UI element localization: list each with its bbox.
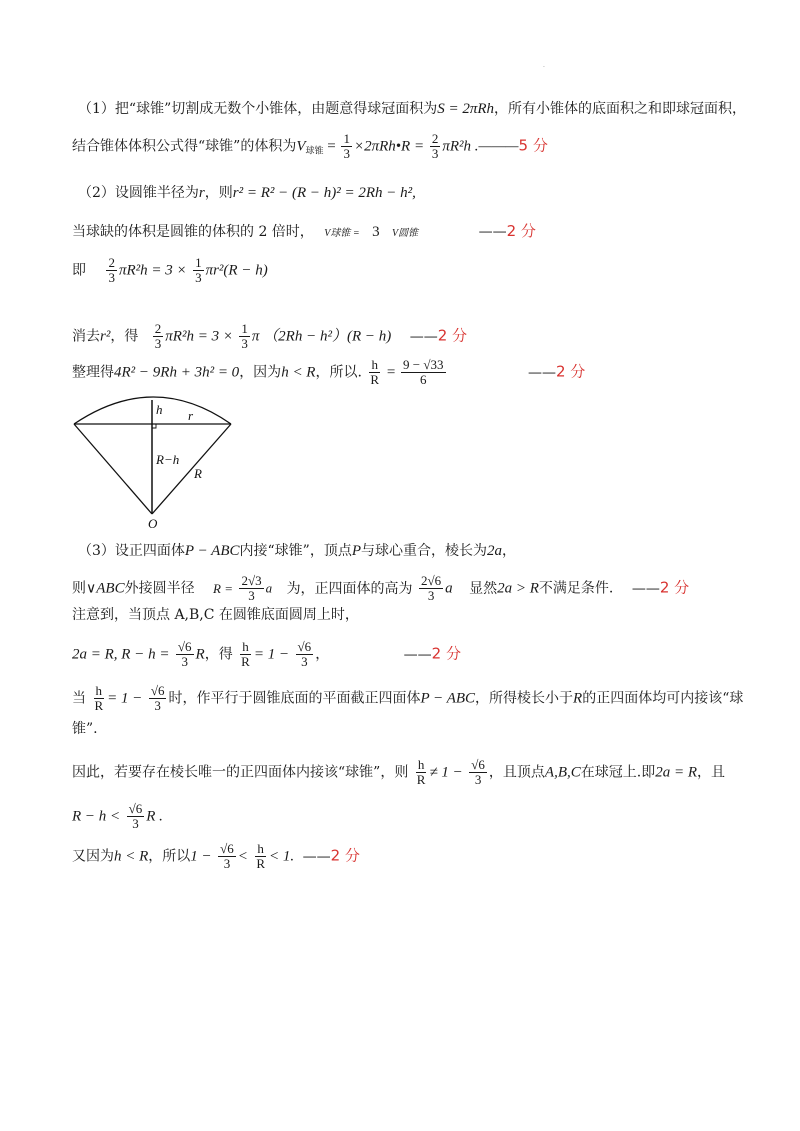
p3-line9 <box>72 842 360 871</box>
p3-formula: 2a > R <box>497 580 539 597</box>
equals: = <box>323 138 340 155</box>
p3-formula: 1 − <box>190 848 212 865</box>
p3-text: ， <box>502 543 516 559</box>
p2-text: 当球缺的体积是圆锥的体积的 2 倍时， <box>72 224 314 240</box>
score-label: 2 分 <box>659 578 690 597</box>
label-R-minus-h: R−h <box>156 452 180 467</box>
p3-formula: R − h < <box>72 808 121 825</box>
p1-line2 <box>72 132 548 161</box>
p2-line2 <box>72 222 536 243</box>
cone-left-edge <box>74 424 152 514</box>
p3-formula: 2a <box>487 543 502 559</box>
p3-text: ，且 <box>697 764 725 781</box>
p3-text: ，得 <box>204 646 233 663</box>
p3-formula: P − ABC <box>184 543 240 559</box>
p3-formula: = 1 − <box>107 690 143 707</box>
p1-formula: ×2πRh•R = <box>353 138 428 155</box>
p3-formula: < 1. <box>269 848 295 865</box>
label-O: O <box>148 516 158 530</box>
p2-text: ，因为 <box>239 364 282 381</box>
p3-line3 <box>72 606 359 624</box>
p3-text: 锥”. <box>72 721 98 737</box>
var-a: a <box>265 580 273 596</box>
p3-formula: R . <box>146 808 163 825</box>
fraction: $\frac{2}{3}$ <box>108 255 115 285</box>
fraction: $\frac{2}{3}$ <box>154 321 162 351</box>
fraction: $\frac{2}{3}$ <box>431 131 439 161</box>
p3-formula: R <box>195 646 205 663</box>
volume-symbol: V <box>296 138 306 155</box>
equals: = <box>383 364 400 381</box>
p3-text: 不满足条件. <box>538 580 614 597</box>
p3-formula: = 1 − <box>253 646 290 663</box>
p3-text: ，所得棱长小于 <box>475 690 574 707</box>
label-r: r <box>188 408 194 423</box>
dash: —— <box>403 646 432 663</box>
label-R: R <box>194 466 202 481</box>
p1-text: ，所有小锥体的底面积之和即球冠面积， <box>494 101 747 117</box>
fraction: $\frac{1}{3}$ <box>241 321 248 351</box>
p3-text: 因此，若要存在棱长唯一的正四面体内接该“球锥”，则 <box>72 764 409 781</box>
p3-line8 <box>72 802 163 831</box>
score-label: 5 分 <box>518 136 548 155</box>
p3-text: 显然 <box>469 580 498 597</box>
fraction: $\frac{1}{3}$ <box>343 131 350 161</box>
p3-text: 外接圆半径 <box>124 580 195 597</box>
p3-text: 时，作平行于圆锥底面的平面截正四面体 <box>168 690 421 707</box>
p2-formula: r² = R² − (R − h)² = 2Rh − h², <box>232 185 416 201</box>
p3-formula: R <box>573 690 583 707</box>
small-label: V圆锥 <box>392 228 419 239</box>
coefficient: 3 <box>372 224 380 240</box>
dash: —— <box>631 580 660 597</box>
fraction: $\frac{√6}{3}$ <box>128 801 143 831</box>
label-h: h <box>156 402 163 417</box>
p3-line4 <box>72 640 461 669</box>
p3-formula: h < R <box>114 848 149 865</box>
p1-text: 结合锥体体积公式得“球锥”的体积为 <box>72 138 297 155</box>
p1-formula: S = 2πRh <box>437 101 495 117</box>
score-label: 2 分 <box>330 846 360 865</box>
score-label: 2 分 <box>431 644 461 663</box>
p3-line7 <box>72 758 725 787</box>
p2-text: 整理得 <box>72 364 114 381</box>
p3-formula: 2a = R <box>655 764 697 781</box>
cone-right-edge <box>152 424 231 514</box>
fraction: $\frac{√6}{3}$ <box>220 841 234 871</box>
p3-text: ， <box>315 646 330 663</box>
p1-formula: πR²h .——— <box>442 138 519 155</box>
fraction: $\frac{h}{R}$ <box>241 639 250 669</box>
p3-text: 在球冠上.即 <box>580 764 656 781</box>
score-label: 2 分 <box>506 222 536 240</box>
small-label: V球锥 = <box>324 228 360 239</box>
var-a: a <box>445 580 453 597</box>
p3-formula: 2a = R, R − h = <box>72 646 170 663</box>
p2-text: ，所以. <box>315 364 362 381</box>
score-label: 2 分 <box>437 326 468 345</box>
p3-text: ，且顶点 <box>488 764 545 781</box>
cone-diagram <box>68 388 238 530</box>
p3-line5 <box>72 684 743 713</box>
p3-line1 <box>78 542 516 560</box>
fraction: $\frac{1}{3}$ <box>195 255 202 285</box>
var-r-squared: r² <box>100 328 111 345</box>
p3-text: （3）设正四面体 <box>78 543 185 559</box>
p1-text: （1）把“球锥”切割成无数个小锥体，由题意得球冠面积为 <box>78 101 438 117</box>
volume-subscript: 球锥 <box>305 146 324 157</box>
p2-line3 <box>72 256 268 285</box>
var-r: r <box>198 185 205 201</box>
p3-text: 当 <box>72 690 86 707</box>
p3-text: 与球心重合，棱长为 <box>361 543 487 559</box>
fraction: $\frac{h}{R}$ <box>370 357 380 387</box>
dash: —— <box>409 328 438 345</box>
fraction: $\frac{√6}{3}$ <box>297 639 312 669</box>
p3-text: 内接“球锥”，顶点 <box>239 543 352 559</box>
p3-formula: < <box>237 848 248 865</box>
p2-formula: πR²h = 3 × <box>118 262 187 279</box>
dash: —— <box>527 364 556 381</box>
fraction: $\frac{h}{R}$ <box>256 841 266 871</box>
p2-line4 <box>72 322 467 351</box>
fraction: $\frac{9 - √33}{6}$ <box>403 357 444 387</box>
p2-formula: πR²h = 3 × <box>165 328 233 345</box>
p3-text: 又因为 <box>72 848 114 865</box>
fraction: $\frac{2√6}{3}$ <box>421 573 442 603</box>
p2-text: ，则 <box>204 185 233 201</box>
page-dot: . <box>543 62 545 69</box>
p2-text: ，得 <box>110 328 139 345</box>
p3-text: 则∨ <box>72 580 97 597</box>
fraction: $\frac{√6}{3}$ <box>471 757 485 787</box>
p3-formula: P <box>351 543 361 559</box>
fraction: $\frac{h}{R}$ <box>94 683 104 713</box>
p3-line2 <box>72 574 689 603</box>
p3-text: ，所以 <box>148 848 191 865</box>
p2-text: 消去 <box>72 328 100 345</box>
p3-text: 的正四面体均可内接该“球 <box>582 690 744 707</box>
fraction: $\frac{√6}{3}$ <box>177 639 192 669</box>
p3-line6 <box>72 720 98 738</box>
p3-text: 为，正四面体的高为 <box>286 580 413 597</box>
fraction: $\frac{2√3}{3}$ <box>241 573 262 603</box>
p3-formula: ≠ 1 − <box>429 764 463 781</box>
p2-formula: 4R² − 9Rh + 3h² = 0 <box>114 364 240 381</box>
p3-text: 注意到，当顶点 A,B,C 在圆锥底面圆周上时， <box>72 607 359 623</box>
dash: —— <box>478 224 507 240</box>
p2-text: （2）设圆锥半径为 <box>78 185 199 201</box>
p2-formula: π （2Rh − h²）(R − h) <box>251 328 392 345</box>
p2-line5 <box>72 358 585 387</box>
p2-formula: πr²(R − h) <box>205 262 268 279</box>
p2-line1 <box>78 184 416 202</box>
p2-formula: h < R <box>281 364 316 381</box>
fraction: $\frac{h}{R}$ <box>416 757 426 787</box>
p3-formula: A,B,C <box>544 764 581 781</box>
score-label: 2 分 <box>555 362 586 381</box>
p2-text: 即 <box>72 262 86 279</box>
fraction: $\frac{√6}{3}$ <box>150 683 165 713</box>
p3-formula: ABC <box>96 580 125 597</box>
dash: —— <box>302 848 331 865</box>
p3-formula: R = <box>213 580 234 596</box>
p1-line1 <box>78 100 746 118</box>
p3-formula: P − ABC <box>420 690 476 707</box>
